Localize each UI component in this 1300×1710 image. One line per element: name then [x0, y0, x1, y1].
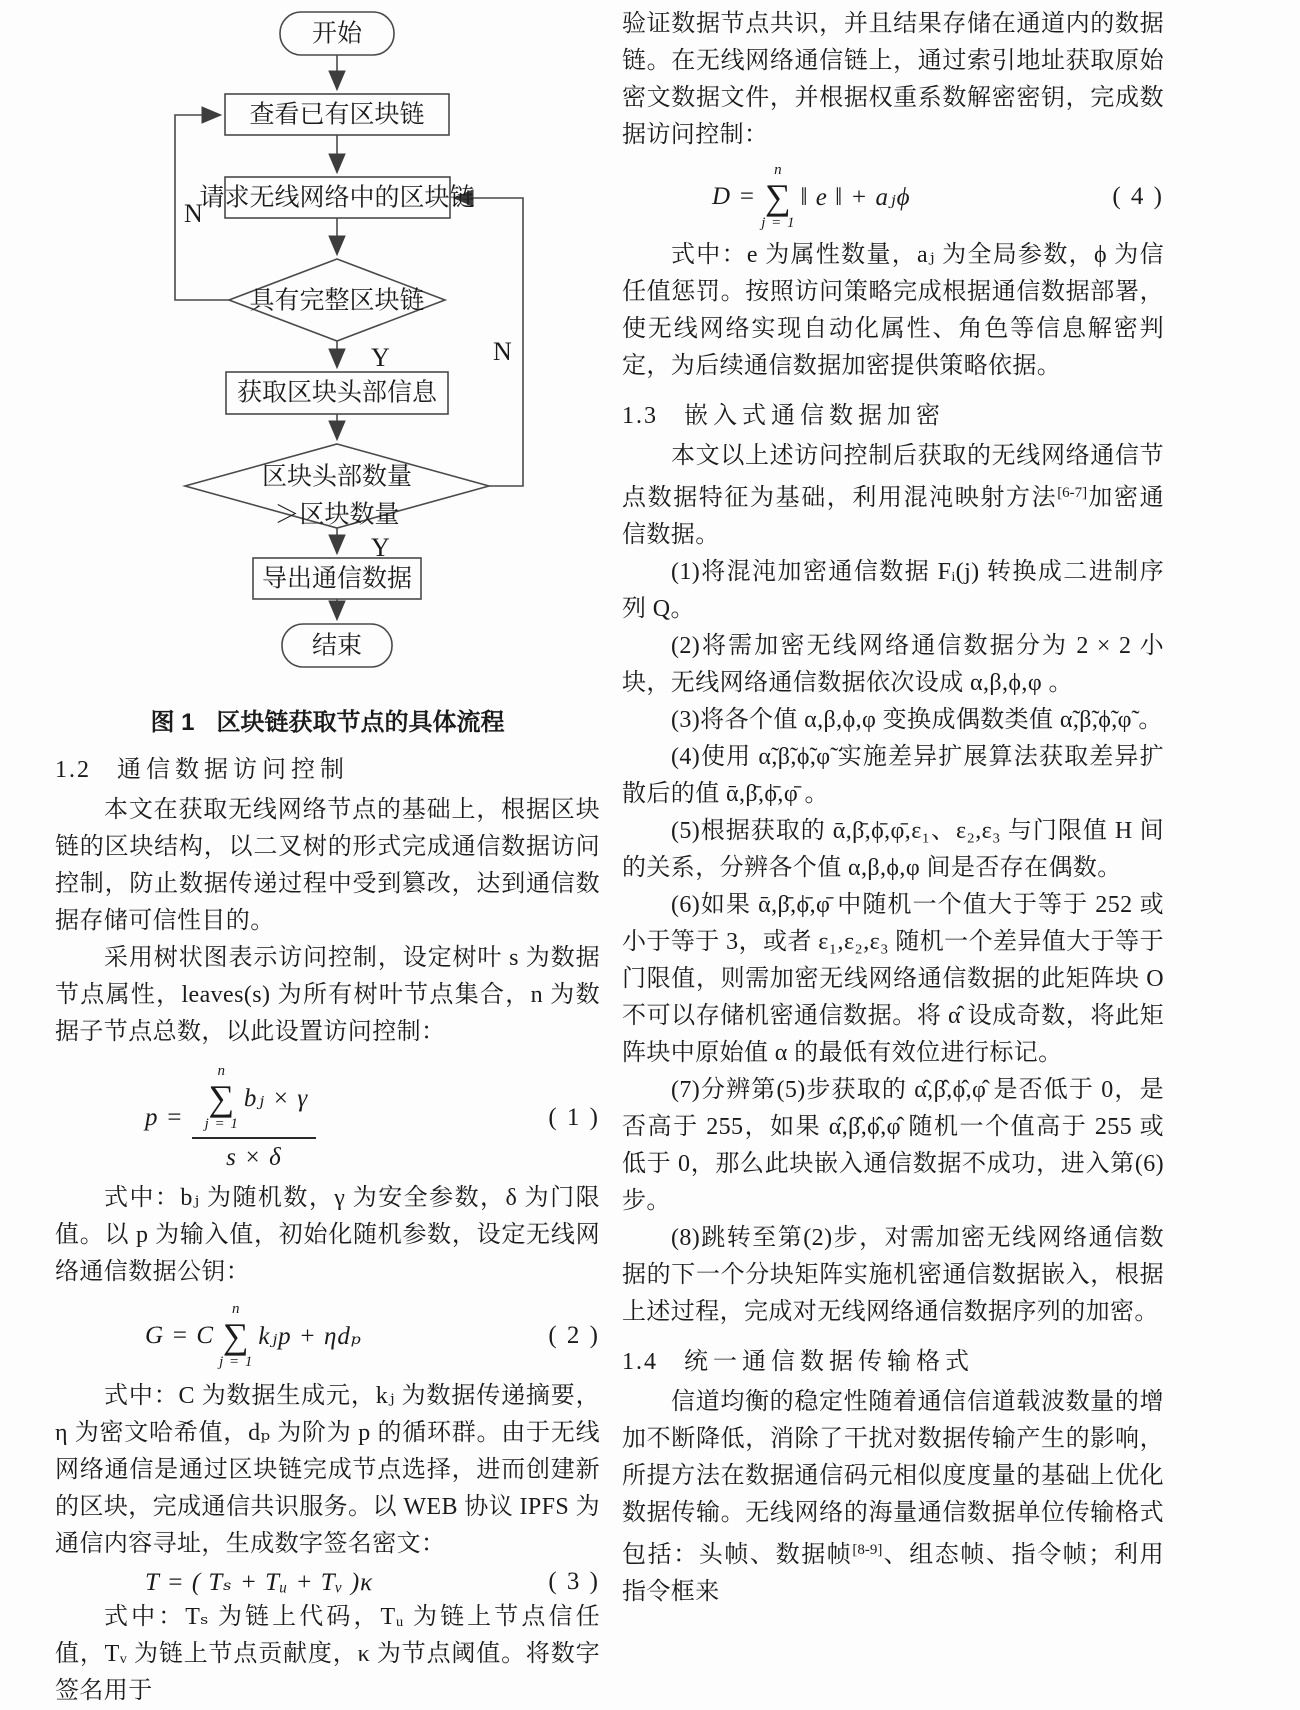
right-column — [622, 6, 1164, 1611]
flow-node-start-label: 开始 — [311, 20, 363, 48]
equation-1-denominator: s × δ — [226, 1144, 282, 1171]
summation-symbol: n ∑ j = 1 — [204, 1063, 239, 1132]
equation-1 — [55, 1063, 600, 1172]
paragraph: 本文在获取无线网络节点的基础上，根据区块链的区块结构，以二叉树的形式完成通信数据访问控制，防止数据传递过程中受到篡改，达到通信数据存储可信性目的。 — [55, 797, 600, 934]
section-title: 嵌入式通信数据加密 — [684, 403, 945, 429]
equation-3-number: ( 3 ) — [548, 1568, 600, 1595]
summation-symbol: n ∑ j = 1 — [761, 162, 796, 231]
flow-label-yes-2: Y — [371, 533, 390, 562]
paragraph: 本文以上述访问控制后获取的无线网络通信节点数据特征为基础，利用混沌映射方法[6-7]加密通信数据。 — [622, 443, 1164, 548]
flow-decision-header-count-line2: ＞区块数量 — [274, 501, 400, 529]
equation-3-body: T = ( Tₛ + Tᵤ + Tᵥ )κ — [145, 1569, 374, 1596]
figure-caption — [55, 702, 600, 737]
flow-loop-no-right — [456, 198, 523, 486]
flow-label-no-right: N — [493, 337, 512, 366]
equation-4-number: ( 4 ) — [1112, 182, 1164, 210]
equation-1-lhs: p = — [145, 1103, 184, 1131]
citation-ref: [8-9] — [852, 1542, 883, 1558]
citation-ref: [6-7] — [1057, 485, 1088, 501]
step-paragraph: (4)使用 α̃,β̃,ϕ̃,φ̃ 实施差异扩展算法获取差异扩散后的值 ᾱ,β̄,ϕ̄,φ̄ 。 — [622, 744, 1164, 807]
step-paragraph: (5)根据获取的 ᾱ,β̄,ϕ̄,φ̄,ε₁、ε₂,ε₃ 与门限值 H 间的关系，分辨各个值 α,β,ϕ,φ 间是否存在偶数。 — [622, 818, 1164, 881]
step-paragraph: (8)跳转至第(2)步，对需加密无线网络通信数据的下一个分块矩阵实施机密通信数据嵌入，根据上述过程，完成对无线网络通信数据序列的加密。 — [622, 1225, 1164, 1325]
flow-decision-header-count-line1: 区块头部数量 — [261, 463, 413, 491]
section-title: 统一通信数据传输格式 — [684, 1349, 974, 1375]
equation-4-body: D = n ∑ j = 1 ‖ e ‖ + aⱼϕ — [712, 162, 911, 231]
section-heading-1-4 — [622, 1341, 1164, 1376]
step-paragraph: (6)如果 ᾱ,β̄,ϕ̄,φ̄ 中随机一个值大于等于 252 或小于等于 3，或者 ε₁,ε₂,ε₃ 随机一个差异值大于等于门限值，则需加密无线网络通信数据的此矩阵块 O 不可以存储机密通信数据。将 α̂ 设成奇数，将此矩阵块中原始值 α 的最低有效位进行标记。 — [622, 892, 1164, 1066]
flow-decision-complete-chain-label: 具有完整区块链 — [249, 287, 425, 315]
equation-1-number: ( 1 ) — [548, 1103, 600, 1131]
paragraph: 式中：e 为属性数量，aⱼ 为全局参数，ϕ 为信任值惩罚。按照访问策略完成根据通信数据部署，使无线网络实现自动化属性、角色等信息解密判定，为后续通信数据加密提供策略依据。 — [622, 242, 1164, 379]
section-title: 通信数据访问控制 — [117, 757, 349, 783]
section-number: 1.3 — [622, 403, 658, 429]
flow-node-check-chain-label: 查看已有区块链 — [249, 101, 425, 129]
step-paragraph: (7)分辨第(5)步获取的 α̂,β̂,ϕ̂,φ̂ 是否低于 0，是否高于 255，如果 α̂,β̂,ϕ̂,φ̂ 随机一个值高于 255 或低于 0，那么此块嵌入通信数据不成功，进入第(6)步。 — [622, 1077, 1164, 1214]
paragraph: 信道均衡的稳定性随着通信信道载波数量的增加不断降低，消除了干扰对数据传输产生的影响，所提方法在数据通信码元相似度度量的基础上优化数据传输。无线网络的海量通信数据单位传输格式包括：头帧、数据帧[8-9]、组态帧、指令帧；利用指令框来 — [622, 1389, 1164, 1605]
flow-label-no-left: N — [184, 199, 203, 228]
section-heading-1-2 — [55, 749, 600, 784]
paragraph: 验证数据节点共识，并且结果存储在通道内的数据链。在无线网络通信链上，通过索引地址获取原始密文数据文件，并根据权重系数解密密钥，完成数据访问控制： — [622, 11, 1164, 148]
paragraph: 式中：C 为数据生成元，kⱼ 为数据传递摘要，η 为密文哈希值，dₚ 为阶为 p 的循环群。由于无线网络通信是通过区块链完成节点选择，进而创建新的区块，完成通信共识服务。以 WEB 协议 IPFS 为通信内容寻址，生成数字签名密文： — [55, 1383, 600, 1557]
flow-node-end-label: 结束 — [311, 632, 363, 660]
flow-node-request-chain-label: 请求无线网络中的区块链 — [199, 184, 475, 212]
section-heading-1-3 — [622, 395, 1164, 430]
equation-2-number: ( 2 ) — [548, 1321, 600, 1349]
step-paragraph: (2)将需加密无线网络通信数据分为 2 × 2 小块，无线网络通信数据依次设成 α,β,ϕ,φ 。 — [622, 633, 1164, 696]
fraction — [192, 1063, 317, 1172]
figure-caption-text: 区块链获取节点的具体流程 — [216, 709, 505, 736]
section-number: 1.2 — [55, 757, 91, 783]
step-paragraph: (1)将混沌加密通信数据 Fᵢ(j) 转换成二进制序列 Q。 — [622, 559, 1164, 622]
equation-2-body: G = C n ∑ j = 1 kⱼp + ηdₚ — [145, 1301, 362, 1370]
paragraph: 式中：Tₛ 为链上代码，Tᵤ 为链上节点信任值，Tᵥ 为链上节点贡献度，κ 为节点阈值。将数字签名用于 — [55, 1604, 600, 1704]
paragraph: 式中：bⱼ 为随机数，γ 为安全参数，δ 为门限值。以 p 为输入值，初始化随机参数，设定无线网络通信数据公钥： — [55, 1185, 600, 1285]
summation-symbol: n ∑ j = 1 — [219, 1301, 254, 1370]
flow-node-export-data-label: 导出通信数据 — [261, 565, 413, 593]
step-paragraph: (3)将各个值 α,β,ϕ,φ 变换成偶数类值 α̃,β̃,ϕ̃,φ̃ 。 — [671, 707, 1163, 733]
flowchart-figure — [55, 0, 600, 688]
section-number: 1.4 — [622, 1349, 658, 1375]
flow-label-yes-1: Y — [371, 343, 390, 372]
figure-caption-number: 图 1 — [150, 709, 195, 736]
flow-node-get-header-label: 获取区块头部信息 — [236, 379, 438, 407]
equation-3 — [55, 1567, 600, 1597]
left-column — [55, 0, 600, 1710]
equation-1-body — [55, 1063, 548, 1172]
paragraph: 采用树状图表示访问控制，设定树叶 s 为数据节点属性，leaves(s) 为所有树叶节点集合，n 为数据子节点总数，以此设置访问控制： — [55, 945, 600, 1045]
equation-4 — [622, 162, 1164, 231]
equation-2 — [55, 1301, 600, 1370]
equation-1-numerator: bⱼ × γ — [243, 1084, 309, 1112]
